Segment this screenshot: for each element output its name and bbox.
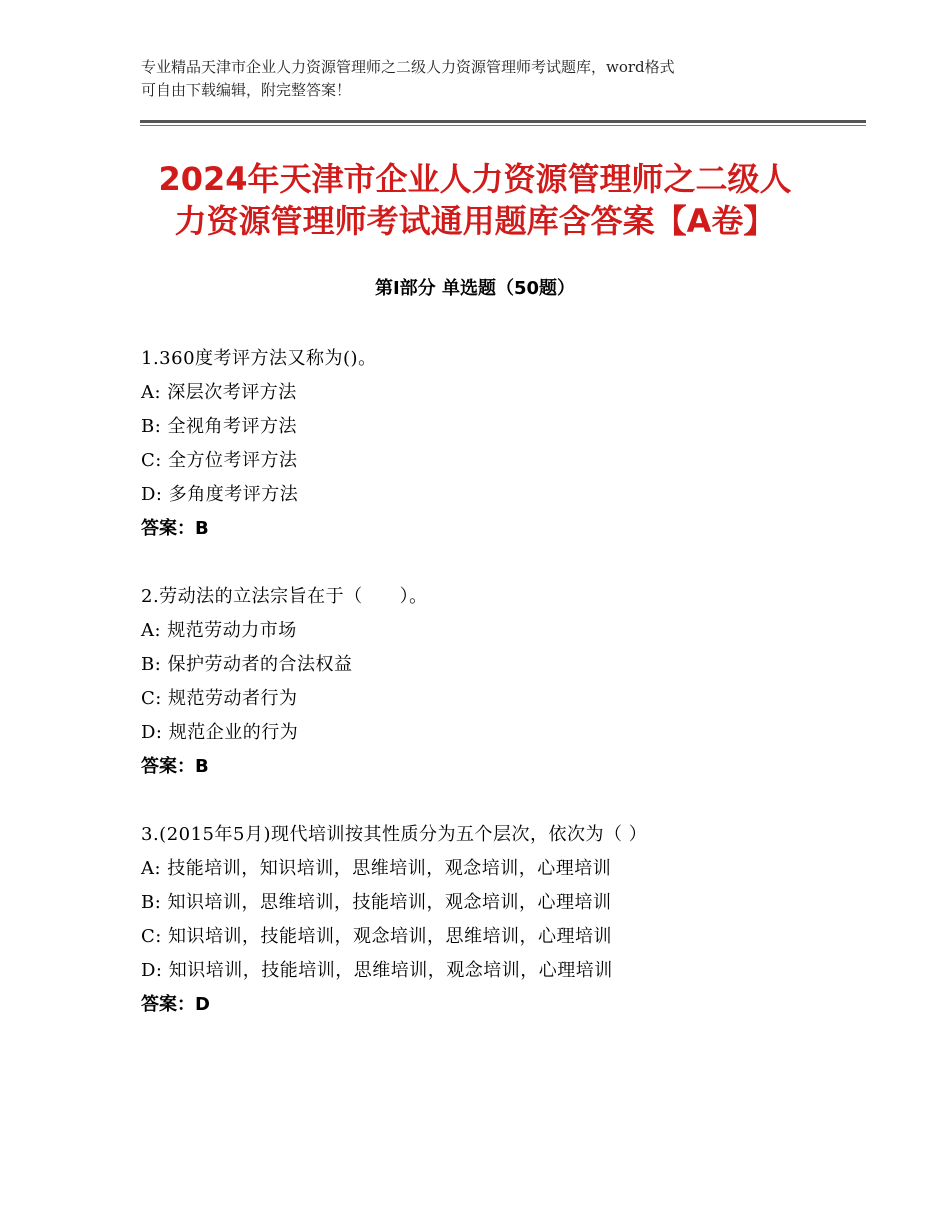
question-stem: 2.劳动法的立法宗旨在于（ ）。 xyxy=(141,586,428,607)
option-d: D: 知识培训，技能培训，思维培训，观念培训，心理培训 xyxy=(141,960,613,981)
document-title xyxy=(120,158,830,242)
header-note-line-1: 专业精品天津市企业人力资源管理师之二级人力资源管理师考试题库，word格式 xyxy=(141,58,675,76)
document-title-line-2: 力资源管理师考试通用题库含答案【A卷】 xyxy=(174,202,776,240)
question-stem: 1.360度考评方法又称为()。 xyxy=(141,348,377,369)
header-note-line-2: 可自由下载编辑，附完整答案！ xyxy=(141,81,352,99)
answer: 答案：B xyxy=(141,518,209,539)
header-divider-thick xyxy=(140,120,866,123)
option-b: B: 知识培训，思维培训，技能培训，观念培训，心理培训 xyxy=(141,892,612,913)
option-c: C: 知识培训，技能培训，观念培训，思维培训，心理培训 xyxy=(141,926,613,947)
option-a: A: 深层次考评方法 xyxy=(141,382,297,403)
option-d: D: 多角度考评方法 xyxy=(141,484,299,505)
option-d: D: 规范企业的行为 xyxy=(141,722,299,743)
option-b: B: 全视角考评方法 xyxy=(141,416,298,437)
option-c: C: 规范劳动者行为 xyxy=(141,688,298,709)
question-stem: 3.(2015年5月)现代培训按其性质分为五个层次，依次为（ ） xyxy=(141,824,648,845)
document-title-line-1: 2024年天津市企业人力资源管理师之二级人 xyxy=(158,160,792,198)
question-item xyxy=(141,818,841,1022)
answer: 答案：D xyxy=(141,994,210,1015)
question-item xyxy=(141,342,841,546)
option-c: C: 全方位考评方法 xyxy=(141,450,298,471)
question-list xyxy=(141,342,841,1056)
header-divider-thin xyxy=(140,125,866,126)
option-a: A: 技能培训，知识培训，思维培训，观念培训，心理培训 xyxy=(141,858,612,879)
header-note xyxy=(141,56,821,102)
option-a: A: 规范劳动力市场 xyxy=(141,620,297,641)
option-b: B: 保护劳动者的合法权益 xyxy=(141,654,353,675)
question-item xyxy=(141,580,841,784)
answer: 答案：B xyxy=(141,756,209,777)
section-heading: 第Ⅰ部分 单选题（50题） xyxy=(374,278,575,299)
